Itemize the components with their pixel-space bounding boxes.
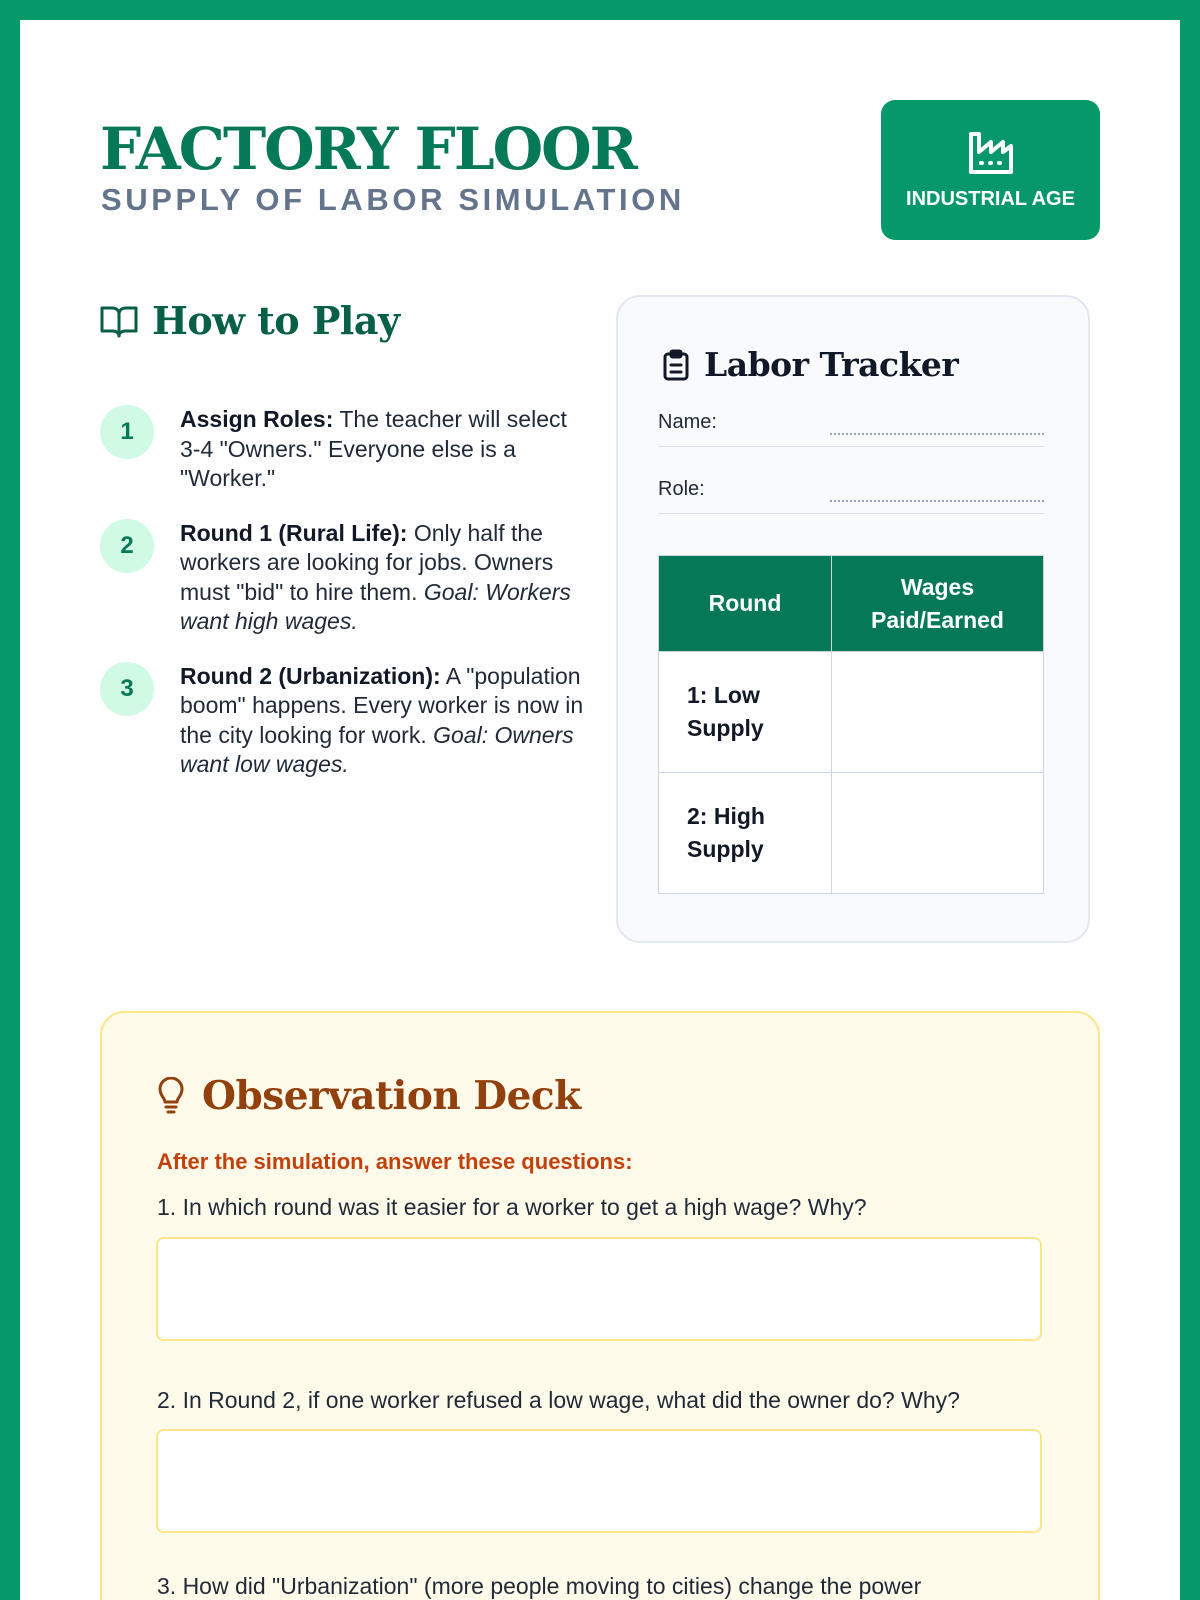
open-book-icon [100,304,138,338]
wages-cell[interactable] [832,773,1044,894]
step-1 [100,405,590,494]
table-header-row [659,556,1044,652]
question-3: 3. How did "Urbanization" (more people moving to cities) change the power [157,1573,922,1599]
observation-deck-heading [156,1073,581,1119]
observation-deck-card [100,1011,1100,1600]
step-body: Only half the workers are looking for jobs. Owners must "bid" to hire them. [180,519,554,605]
step-3 [100,662,590,780]
question-1: 1. In which round was it easier for a worker to get a high wage? Why? [157,1194,867,1220]
labor-tracker-heading [662,345,958,384]
page-subtitle: SUPPLY OF LABOR SIMULATION [101,182,685,217]
page-title: FACTORY FLOOR [100,115,636,183]
instruction-steps [100,405,590,805]
industrial-age-badge [881,100,1100,240]
step-heading: Round 2 (Urbanization): [180,662,441,689]
round-cell [659,773,832,894]
name-write-line[interactable] [830,433,1044,435]
step-body: The teacher will select 3-4 "Owners." Everyone else is a "Worker." [180,406,567,491]
column-header-wages [832,556,1044,652]
role-field[interactable] [658,474,1044,514]
role-label: Role: [658,478,705,500]
answer-box-1[interactable] [156,1237,1042,1341]
how-to-play-heading [100,298,400,343]
observation-deck-title: Observation Deck [202,1073,581,1119]
labor-tracker-title: Labor Tracker [704,345,959,384]
round-label: 1: Low Supply [687,682,764,741]
step-text [180,519,590,637]
factory-icon [967,130,1015,176]
wages-table [658,555,1044,894]
round-label: 2: High Supply [687,803,765,862]
step-number: 3 [100,662,154,716]
badge-label: INDUSTRIAL AGE [906,188,1075,210]
step-heading: Assign Roles: [180,406,334,432]
name-label: Name: [658,411,717,433]
lightbulb-icon [156,1077,186,1115]
table-row [659,652,1044,773]
step-text [180,405,590,494]
answer-box-2[interactable] [156,1429,1042,1533]
name-field[interactable] [658,407,1044,447]
step-goal: Goal: Owners want low wages. [180,721,574,777]
column-header-wages-label: Wages Paid/Earned [871,573,1004,633]
table-row [659,773,1044,894]
step-2 [100,519,590,637]
column-header-round: Round [659,556,832,652]
worksheet-page [20,20,1180,1600]
wages-cell[interactable] [832,652,1044,773]
how-to-play-title: How to Play [152,298,400,343]
step-heading: Round 1 (Rural Life): [180,519,408,546]
step-goal: Goal: Workers want high wages. [180,578,571,634]
deck-instructions: After the simulation, answer these questions: [157,1149,633,1174]
question-2: 2. In Round 2, if one worker refused a low wage, what did the owner do? Why? [157,1387,960,1413]
labor-tracker-card [616,295,1090,943]
round-cell [659,652,832,773]
step-body: A "population boom" happens. Every worker is now in the city looking for work. [180,662,584,748]
clipboard-icon [662,349,690,381]
step-number: 2 [100,519,154,573]
step-text [180,662,590,780]
role-write-line[interactable] [830,500,1044,502]
step-number: 1 [100,405,154,459]
